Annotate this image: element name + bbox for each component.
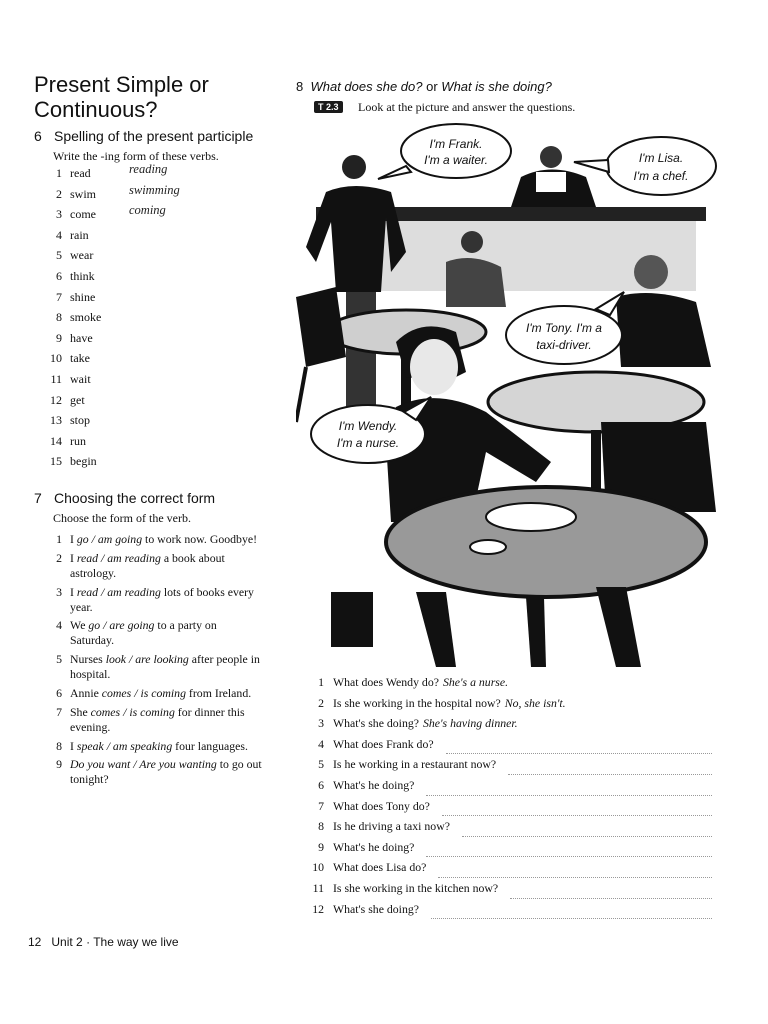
item-number: 11 bbox=[50, 371, 62, 386]
ex8-question bbox=[310, 819, 720, 840]
speech-bubble-tony bbox=[506, 292, 624, 364]
verb-choice: go / am going bbox=[76, 532, 143, 546]
question-text: What's he doing? bbox=[333, 839, 415, 854]
sentence-end: from Ireland. bbox=[185, 685, 252, 700]
item-number: 15 bbox=[50, 454, 62, 469]
sentence-end: after people in hospital. bbox=[70, 652, 260, 682]
bubble-wendy-line2: I'm a nurse. bbox=[336, 436, 400, 450]
question-number: 6 bbox=[318, 777, 324, 792]
ex6-item bbox=[50, 331, 250, 352]
ex8-question bbox=[310, 799, 720, 820]
page-number: 12 bbox=[28, 935, 42, 949]
sentence-end: to a party on Saturday. bbox=[70, 618, 217, 648]
verb-choice: read / am reading bbox=[76, 550, 161, 565]
verb: get bbox=[70, 392, 85, 407]
page-footer bbox=[28, 935, 179, 949]
sentence-end: for dinner this evening. bbox=[70, 704, 245, 734]
ing-answer: reading bbox=[129, 162, 168, 176]
verb: wear bbox=[70, 248, 94, 263]
page-title: Present Simple or Continuous? bbox=[34, 72, 209, 122]
audio-track-badge: T 2.3 bbox=[314, 101, 343, 113]
ex7-item bbox=[52, 757, 262, 787]
speech-bubble-lisa bbox=[574, 137, 716, 195]
question-text: Is he driving a taxi now? bbox=[333, 819, 450, 834]
verb: think bbox=[70, 268, 95, 283]
verb: run bbox=[70, 433, 86, 448]
sentence-start: I bbox=[70, 550, 77, 565]
ex7-number: 7 bbox=[34, 490, 42, 506]
ex8-question bbox=[310, 840, 720, 861]
question-text: What's he doing? bbox=[333, 777, 415, 792]
verb: wait bbox=[70, 371, 91, 386]
question-text: Is she working in the kitchen now? bbox=[333, 880, 499, 895]
bubble-wendy-line1: I'm Wendy. bbox=[338, 419, 398, 433]
item-number: 13 bbox=[50, 413, 62, 428]
question-text: What's she doing? bbox=[333, 716, 419, 731]
item-number: 14 bbox=[50, 433, 62, 448]
ex6-item bbox=[50, 310, 250, 331]
ex6-item bbox=[50, 454, 250, 475]
ex7-item bbox=[52, 652, 262, 682]
dinner-plate bbox=[486, 503, 576, 531]
ex8-question bbox=[310, 902, 720, 923]
item-number: 8 bbox=[56, 738, 62, 753]
question-number: 1 bbox=[318, 675, 324, 689]
sentence-start: I bbox=[70, 738, 77, 753]
question-number: 12 bbox=[312, 901, 324, 916]
sentence-start: I bbox=[70, 584, 77, 599]
verb-choice: read / am reading bbox=[76, 584, 161, 599]
ex6-item bbox=[50, 434, 250, 455]
answer-text: She's having dinner. bbox=[423, 716, 518, 731]
ex8-question bbox=[310, 860, 720, 881]
question-text: What's she doing? bbox=[333, 901, 419, 916]
item-number: 8 bbox=[56, 310, 62, 325]
ex8-question bbox=[310, 675, 720, 696]
ex6-item bbox=[50, 393, 250, 414]
ex7-heading-text: Choosing the correct form bbox=[54, 490, 216, 506]
unit-label: Unit 2 bbox=[51, 935, 83, 949]
bubble-frank-line2: I'm a waiter. bbox=[424, 153, 488, 167]
question-line bbox=[333, 881, 502, 896]
item-number: 3 bbox=[56, 584, 62, 599]
ex8-question bbox=[310, 716, 720, 737]
sentence-end: a book about astrology. bbox=[70, 550, 225, 580]
item-number: 9 bbox=[56, 330, 62, 345]
ing-answer: swimming bbox=[129, 182, 180, 197]
question-text: What does Tony do? bbox=[333, 798, 430, 813]
ex6-item bbox=[50, 372, 250, 393]
question-number: 4 bbox=[318, 736, 324, 751]
ex7-item bbox=[52, 686, 262, 701]
question-line bbox=[333, 819, 454, 834]
verb-choice: look / are looking bbox=[105, 652, 189, 667]
sentence-start: Nurses bbox=[70, 652, 106, 667]
question-line bbox=[333, 675, 508, 690]
ex8-number: 8 bbox=[296, 79, 304, 94]
cafe-illustration bbox=[296, 122, 726, 667]
item-number: 1 bbox=[56, 166, 62, 180]
ex7-item bbox=[52, 551, 262, 581]
verb: smoke bbox=[70, 310, 102, 325]
item-number: 6 bbox=[56, 685, 62, 700]
chef-figure bbox=[511, 146, 596, 207]
question-number: 5 bbox=[318, 757, 324, 772]
question-text: Is she working in the hospital now? bbox=[333, 695, 501, 710]
question-line bbox=[333, 902, 423, 917]
ex7-item bbox=[52, 739, 262, 754]
ex6-instruction: Write the -ing form of these verbs. bbox=[53, 149, 219, 163]
chair-left bbox=[296, 287, 346, 367]
question-text: What does Frank do? bbox=[333, 736, 434, 751]
question-number: 7 bbox=[318, 798, 324, 813]
item-number: 4 bbox=[56, 618, 62, 633]
verb: begin bbox=[70, 454, 97, 469]
verb: read bbox=[70, 166, 91, 180]
question-line bbox=[333, 799, 434, 814]
answer-line[interactable] bbox=[510, 898, 712, 899]
sentence-end: four languages. bbox=[172, 738, 248, 753]
answer-line[interactable] bbox=[442, 815, 712, 816]
ex6-number: 6 bbox=[34, 128, 42, 144]
bubble-frank-line1: I'm Frank. bbox=[429, 137, 483, 151]
answer-text: No, she isn't. bbox=[504, 695, 566, 710]
answer-line[interactable] bbox=[446, 753, 712, 754]
item-number: 7 bbox=[56, 704, 62, 719]
answer-line[interactable] bbox=[431, 918, 712, 919]
question-line bbox=[333, 696, 566, 711]
question-line bbox=[333, 840, 418, 855]
verb: stop bbox=[70, 413, 91, 428]
verb: take bbox=[70, 351, 90, 366]
question-number: 9 bbox=[318, 839, 324, 854]
item-number: 3 bbox=[56, 207, 62, 222]
ex8-question bbox=[310, 757, 720, 778]
item-number: 12 bbox=[50, 392, 62, 407]
verb-choice: go / are going bbox=[88, 618, 155, 633]
sentence-end: lots of books every year. bbox=[70, 584, 254, 614]
item-number: 10 bbox=[50, 351, 62, 366]
verb: shine bbox=[70, 289, 96, 304]
ex7-item bbox=[52, 618, 262, 648]
sentence-start: Annie bbox=[70, 685, 102, 700]
question-text: Is he working in a restaurant now? bbox=[333, 757, 497, 772]
ex8-question bbox=[310, 696, 720, 717]
ex6-heading bbox=[34, 128, 253, 144]
question-line bbox=[333, 860, 430, 875]
verb: come bbox=[70, 207, 96, 222]
coffee-cup bbox=[470, 540, 506, 554]
item-number: 6 bbox=[56, 268, 62, 283]
speech-bubble-frank bbox=[378, 124, 511, 179]
sentence-start: We bbox=[70, 618, 89, 633]
verb-choice: comes / is coming bbox=[90, 704, 175, 719]
chair-front-right bbox=[596, 587, 641, 667]
ex8-heading-or: or bbox=[422, 79, 442, 94]
item-number: 4 bbox=[56, 227, 62, 242]
question-number: 8 bbox=[318, 819, 324, 834]
verb: have bbox=[70, 330, 93, 345]
ex8-heading-q1: What does she do? bbox=[310, 79, 423, 94]
question-number: 3 bbox=[318, 716, 324, 731]
question-number: 2 bbox=[318, 695, 324, 710]
ex6-item bbox=[50, 351, 250, 372]
question-text: What does Lisa do? bbox=[333, 860, 427, 875]
answer-line[interactable] bbox=[438, 877, 712, 878]
question-line bbox=[333, 716, 518, 731]
verb: rain bbox=[70, 227, 89, 242]
item-number: 2 bbox=[56, 550, 62, 565]
ex8-question bbox=[310, 778, 720, 799]
ex7-item bbox=[52, 585, 262, 615]
question-line bbox=[333, 737, 438, 752]
question-number: 10 bbox=[312, 860, 324, 875]
answer-line[interactable] bbox=[462, 836, 712, 837]
verb: swim bbox=[70, 186, 97, 201]
sentence-end: to work now. Goodbye! bbox=[142, 532, 258, 546]
item-number: 1 bbox=[56, 532, 62, 546]
verb-choice: Do you want / Are you wanting bbox=[70, 757, 217, 772]
ex6-list bbox=[50, 162, 250, 475]
ex7-list bbox=[52, 532, 262, 791]
answer-line[interactable] bbox=[426, 795, 712, 796]
item-number: 9 bbox=[56, 757, 62, 772]
sentence-start: I bbox=[70, 532, 77, 546]
ex7-item bbox=[52, 705, 262, 735]
answer-line[interactable] bbox=[426, 856, 712, 857]
sentence-start: She bbox=[70, 704, 91, 719]
ex6-item bbox=[50, 290, 250, 311]
ex6-item bbox=[50, 228, 250, 249]
ex6-item bbox=[50, 269, 250, 290]
ex7-heading bbox=[34, 490, 215, 506]
ing-answer: coming bbox=[129, 203, 166, 218]
handbag bbox=[331, 592, 373, 647]
ex6-item bbox=[50, 203, 250, 228]
unit-topic: The way we live bbox=[93, 935, 179, 949]
item-number: 2 bbox=[56, 186, 62, 201]
bubble-tony-line2: taxi-driver. bbox=[536, 338, 592, 352]
item-number: 5 bbox=[56, 652, 62, 667]
question-line bbox=[333, 778, 418, 793]
question-text: What does Wendy do? bbox=[333, 675, 439, 689]
bubble-lisa-line2: I'm a chef. bbox=[633, 169, 689, 183]
ex6-item bbox=[50, 248, 250, 269]
question-line bbox=[333, 757, 500, 772]
item-number: 7 bbox=[56, 289, 62, 304]
ex6-heading-text: Spelling of the present participle bbox=[54, 128, 254, 144]
verb-choice: comes / is coming bbox=[101, 685, 186, 700]
bubble-lisa-line1: I'm Lisa. bbox=[638, 151, 684, 165]
answer-line[interactable] bbox=[508, 774, 712, 775]
verb-choice: speak / am speaking bbox=[76, 738, 173, 753]
item-number: 5 bbox=[56, 248, 62, 263]
ex7-instruction: Choose the form of the verb. bbox=[53, 511, 191, 525]
answer-text: She's a nurse. bbox=[442, 675, 509, 689]
ex8-question bbox=[310, 737, 720, 758]
ex7-item bbox=[52, 532, 262, 547]
bubble-tony-line1: I'm Tony. I'm a bbox=[526, 321, 602, 335]
ex6-item bbox=[50, 413, 250, 434]
question-number: 11 bbox=[312, 880, 324, 895]
footer-separator: · bbox=[86, 935, 91, 949]
ex8-instruction: Look at the picture and answer the questions. bbox=[358, 100, 576, 114]
ex8-questions bbox=[310, 675, 720, 922]
sentence-end: to go out tonight? bbox=[70, 757, 262, 787]
chair-front-left bbox=[416, 592, 456, 667]
ex8-heading-q2: What is she doing? bbox=[441, 79, 552, 94]
ex8-question bbox=[310, 881, 720, 902]
ex8-heading bbox=[296, 79, 552, 94]
